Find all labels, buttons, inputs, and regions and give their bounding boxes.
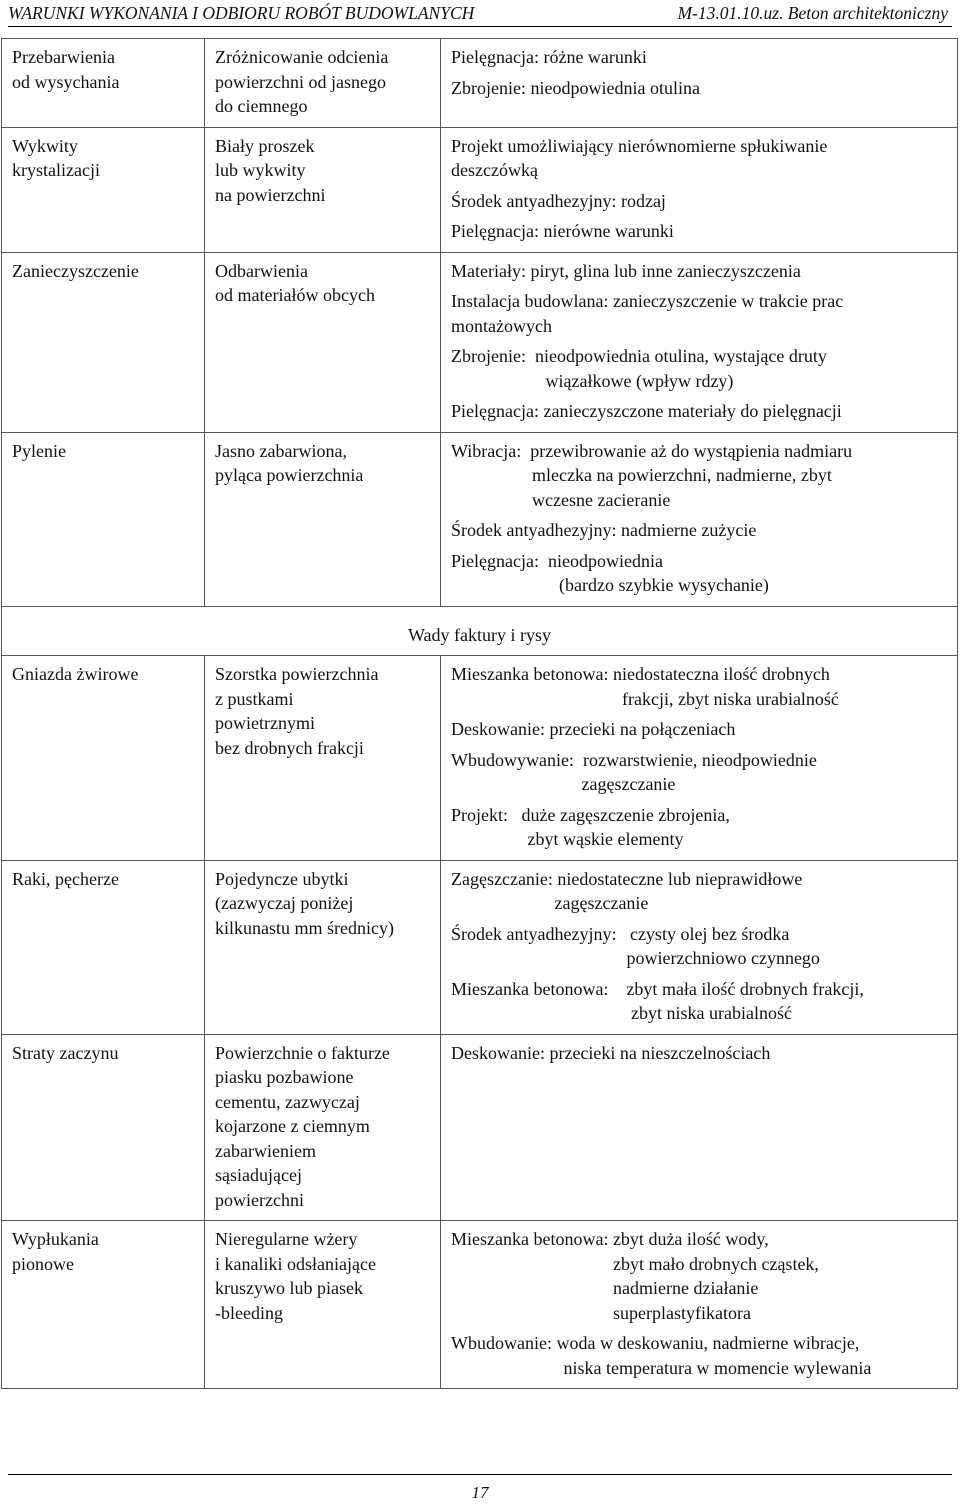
defect-name-line: Przebarwienia	[12, 47, 115, 67]
defect-description-line: Jasno zabarwiona,	[215, 440, 347, 461]
defect-name-line: Raki, pęcherze	[12, 868, 119, 889]
defect-description-cell	[205, 656, 441, 861]
defect-name-line: krystalizacji	[12, 160, 100, 180]
table-row	[2, 39, 958, 128]
defect-name-cell	[2, 432, 205, 606]
cause-line: (bardzo szybkie wysychanie)	[451, 575, 769, 595]
cause-line: Mieszanka betonowa: niedostateczna ilość drobnych	[451, 664, 830, 684]
table-row	[2, 1221, 958, 1389]
defect-description-line: od materiałów obcych	[215, 285, 375, 305]
cause-item	[451, 439, 948, 513]
defect-description-line: Biały proszek	[215, 135, 315, 156]
defect-causes-cell	[441, 127, 958, 252]
table-row	[2, 656, 958, 861]
cause-item	[451, 922, 948, 971]
defect-causes-cell	[441, 656, 958, 861]
defect-description-line: (zazwyczaj poniżej	[215, 893, 354, 913]
cause-line: Pielęgnacja: nieodpowiednia	[451, 550, 663, 571]
defect-description-line: powierzchni	[215, 1189, 304, 1210]
cause-item	[451, 549, 948, 598]
defect-description-line: sąsiadującej	[215, 1165, 302, 1185]
defect-name-line: Wykwity	[12, 135, 78, 156]
cause-line: zbyt niska urabialność	[451, 1003, 792, 1023]
defect-description-line: Pojedyncze ubytki	[215, 868, 349, 889]
defects-table	[1, 38, 958, 1389]
cause-item	[451, 289, 948, 338]
defect-description-line: Szorstka powierzchnia	[215, 664, 379, 684]
cause-line: Zagęszczanie: niedostateczne lub nieprawidłowe	[451, 868, 803, 889]
defect-description-cell	[205, 1221, 441, 1389]
page-header	[8, 0, 952, 27]
defect-name-cell	[2, 127, 205, 252]
defect-name-line: pionowe	[12, 1253, 74, 1274]
defect-description-line: kilkunastu mm średnicy)	[215, 917, 394, 938]
defect-description-line: zabarwieniem	[215, 1140, 316, 1161]
cause-item	[451, 76, 948, 101]
cause-line: Środek antyadhezyjny: rodzaj	[451, 190, 666, 211]
defect-description-cell	[205, 39, 441, 128]
cause-item	[451, 189, 948, 214]
defect-description-line: powietrznymi	[215, 713, 315, 733]
header-spec	[677, 3, 948, 24]
cause-line: niska temperatura w momencie wylewania	[451, 1357, 872, 1378]
defect-causes-cell	[441, 1221, 958, 1389]
cause-line: Środek antyadhezyjny: nadmierne zużycie	[451, 520, 757, 540]
defect-description-line: Odbarwienia	[215, 260, 308, 281]
defect-description-line: i kanaliki odsłaniające	[215, 1253, 376, 1274]
cause-item	[451, 662, 948, 711]
cause-line: Instalacja budowlana: zanieczyszczenie w trakcie prac	[451, 291, 844, 311]
cause-line: zagęszczanie	[451, 893, 649, 913]
cause-item	[451, 977, 948, 1026]
cause-line: Pielęgnacja: różne warunki	[451, 47, 647, 67]
cause-line: zagęszczanie	[451, 774, 676, 794]
cause-line: Pielęgnacja: nierówne warunki	[451, 221, 674, 241]
defect-name-line: Wypłukania	[12, 1229, 99, 1249]
defects-bottom	[2, 656, 958, 1389]
defect-name-cell	[2, 656, 205, 861]
cause-item	[451, 399, 948, 424]
defect-name-line: od wysychania	[12, 71, 120, 92]
table-row	[2, 252, 958, 432]
defect-description-line: powierzchni od jasnego	[215, 71, 386, 92]
defect-name-cell	[2, 1034, 205, 1221]
defect-causes-cell	[441, 860, 958, 1034]
header-code: M-13.01.10.uz.	[677, 3, 784, 23]
cause-line: Projekt umożliwiający nierównomierne spłukiwanie	[451, 135, 828, 156]
defect-description-line: z pustkami	[215, 688, 294, 709]
defect-name-line: Gniazda żwirowe	[12, 664, 139, 684]
cause-item	[451, 867, 948, 916]
defect-description-line: kruszywo lub piasek	[215, 1278, 363, 1298]
cause-line: Projekt: duże zagęszczenie zbrojenia,	[451, 804, 730, 825]
cause-line: zbyt mało drobnych cząstek,	[451, 1253, 819, 1274]
table-row	[2, 1034, 958, 1221]
cause-line: Mieszanka betonowa: zbyt duża ilość wody,	[451, 1229, 769, 1249]
cause-line: Deskowanie: przecieki na nieszczelnościach	[451, 1042, 771, 1063]
cause-item	[451, 45, 948, 70]
defect-description-cell	[205, 127, 441, 252]
defect-causes-cell	[441, 39, 958, 128]
defect-description-cell	[205, 252, 441, 432]
page-number: 17	[471, 1483, 489, 1502]
cause-line: Mieszanka betonowa: zbyt mała ilość drobnych frakcji,	[451, 978, 864, 999]
cause-line: Wbudowywanie: rozwarstwienie, nieodpowiednie	[451, 749, 817, 770]
cause-line: nadmierne działanie	[451, 1278, 759, 1298]
defect-description-line: kojarzone z ciemnym	[215, 1116, 370, 1136]
section-title: Wady faktury i rysy	[2, 606, 958, 656]
cause-line: deszczówką	[451, 160, 538, 180]
defect-description-cell	[205, 1034, 441, 1221]
defect-name-cell	[2, 252, 205, 432]
cause-item	[451, 134, 948, 183]
cause-line: Środek antyadhezyjny: czysty olej bez środka	[451, 923, 790, 944]
header-subject: Beton architektoniczny	[787, 3, 948, 23]
cause-item	[451, 748, 948, 797]
defect-description-cell	[205, 432, 441, 606]
defect-description-line: cementu, zazwyczaj	[215, 1091, 360, 1112]
cause-line: powierzchniowo czynnego	[451, 948, 820, 968]
cause-item	[451, 259, 948, 284]
defect-description-line: na powierzchni	[215, 184, 326, 205]
cause-item	[451, 717, 948, 742]
cause-line: wczesne zacieranie	[451, 489, 671, 510]
defect-description-line: piasku pozbawione	[215, 1067, 354, 1087]
cause-line: frakcji, zbyt niska urabialność	[451, 688, 839, 709]
cause-line: Wibracja: przewibrowanie aż do wystąpienia nadmiaru	[451, 440, 853, 461]
defect-causes-cell	[441, 1034, 958, 1221]
cause-line: superplastyfikatora	[451, 1302, 751, 1323]
defect-description-line: bez drobnych frakcji	[215, 737, 364, 758]
defect-name-cell	[2, 39, 205, 128]
cause-line: montażowych	[451, 315, 552, 336]
defect-name-cell	[2, 860, 205, 1034]
section-header	[2, 606, 958, 656]
cause-line: Zbrojenie: nieodpowiednia otulina	[451, 77, 700, 98]
cause-line: Deskowanie: przecieki na połączeniach	[451, 719, 736, 739]
cause-line: Materiały: piryt, glina lub inne zanieczyszczenia	[451, 260, 801, 281]
defect-causes-cell	[441, 252, 958, 432]
defect-description-line: lub wykwity	[215, 160, 306, 180]
header-title: WARUNKI WYKONANIA I ODBIORU ROBÓT BUDOWLANYCH	[8, 3, 475, 23]
cause-line: mleczka na powierzchni, nadmierne, zbyt	[451, 465, 832, 485]
cause-item	[451, 219, 948, 244]
cause-line: Zbrojenie: nieodpowiednia otulina, wystające druty	[451, 346, 827, 366]
cause-line: Pielęgnacja: zanieczyszczone materiały do pielęgnacji	[451, 401, 842, 421]
defects-top	[2, 39, 958, 607]
defect-name-line: Zanieczyszczenie	[12, 260, 139, 281]
cause-line: Wbudowanie: woda w deskowaniu, nadmierne wibracje,	[451, 1333, 860, 1353]
table-row	[2, 860, 958, 1034]
cause-item	[451, 518, 948, 543]
defect-description-line: Zróżnicowanie odcienia	[215, 47, 389, 67]
defect-causes-cell	[441, 432, 958, 606]
table-row	[2, 127, 958, 252]
table-row	[2, 432, 958, 606]
cause-line: zbyt wąskie elementy	[451, 829, 684, 849]
defect-name-cell	[2, 1221, 205, 1389]
cause-item	[451, 1041, 948, 1066]
cause-line: wiązałkowe (wpływ rdzy)	[451, 370, 734, 391]
cause-item	[451, 1331, 948, 1380]
defect-description-line: pyląca powierzchnia	[215, 465, 364, 485]
cause-item	[451, 1227, 948, 1325]
defect-name-line: Pylenie	[12, 440, 66, 461]
defect-description-line: -bleeding	[215, 1302, 283, 1323]
defect-description-line: Nieregularne wżery	[215, 1229, 358, 1249]
defect-description-line: do ciemnego	[215, 96, 308, 116]
defect-description-cell	[205, 860, 441, 1034]
defect-description-line: Powierzchnie o fakturze	[215, 1042, 390, 1063]
cause-item	[451, 803, 948, 852]
defect-name-line: Straty zaczynu	[12, 1042, 119, 1063]
cause-item	[451, 344, 948, 393]
page-footer	[8, 1474, 952, 1502]
